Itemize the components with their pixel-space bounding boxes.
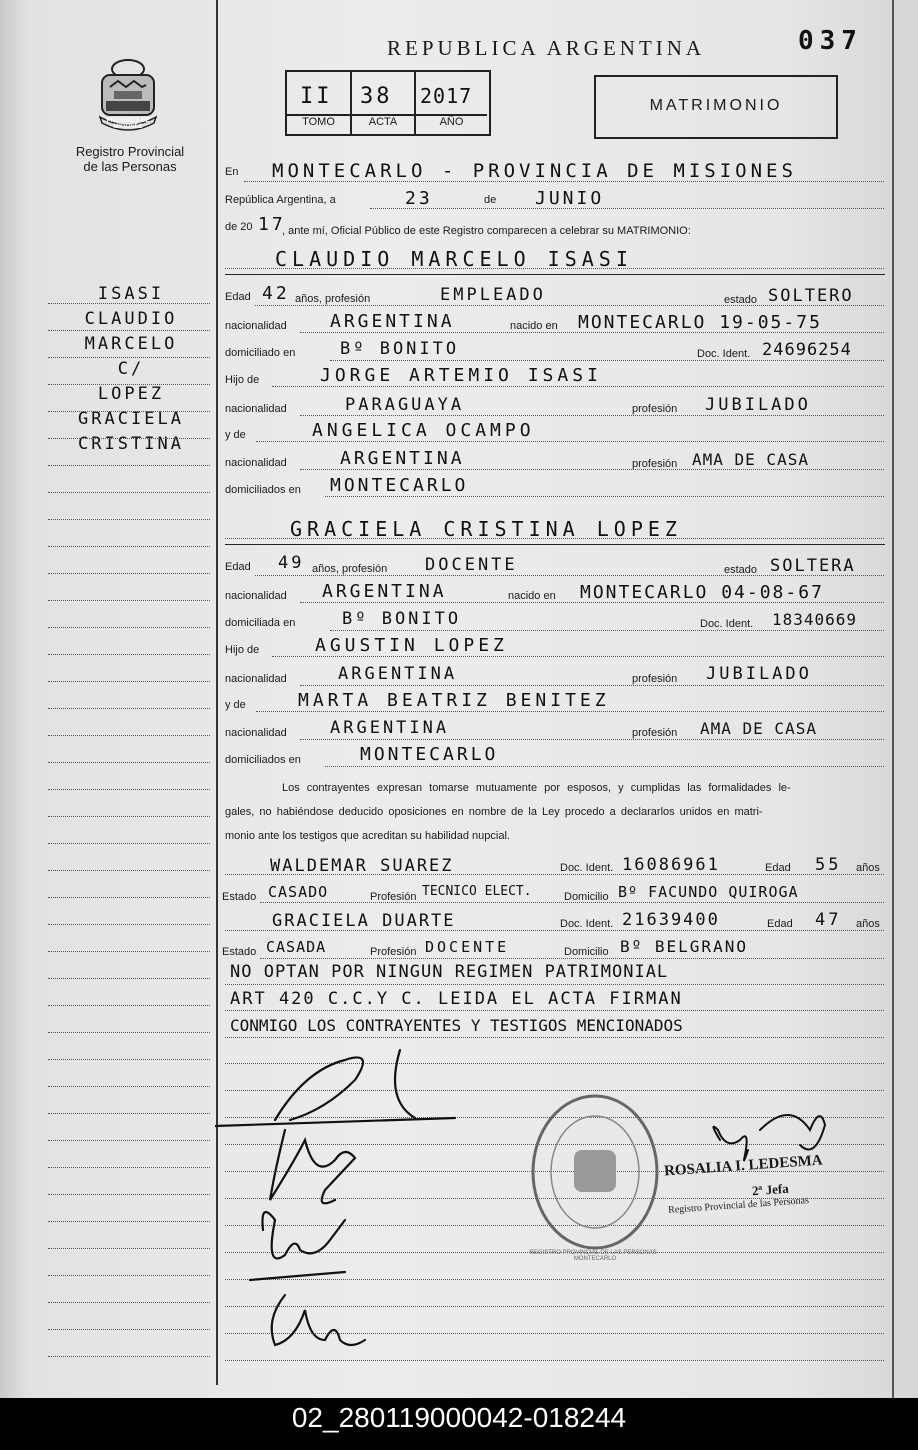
oficial-cargo: 2ª Jefa	[751, 1180, 790, 1199]
oficial-nombre: ROSALIA I. LEDESMA	[663, 1152, 824, 1180]
folio-number: 037	[798, 26, 863, 56]
margin-name: LOPEZ	[97, 384, 165, 404]
ano-dos-digitos: 17	[258, 214, 286, 235]
margin-rule	[48, 627, 210, 628]
contrayente2-nombre: GRACIELA CRISTINA LOPEZ	[290, 517, 682, 541]
testigo2-nombre: GRACIELA DUARTE	[272, 911, 456, 931]
margin-rule	[48, 1302, 210, 1303]
rule	[260, 902, 884, 903]
estado-label: estado	[724, 294, 758, 306]
t-edad-label: Edad	[765, 862, 791, 874]
rule	[225, 984, 884, 985]
rule	[256, 711, 884, 712]
signatures-graphic	[215, 1040, 475, 1380]
margin-name: CRISTINA	[78, 434, 184, 454]
dia-value: 23	[405, 188, 433, 209]
mes-value: JUNIO	[535, 188, 605, 209]
nac-label: nacionalidad	[225, 727, 287, 739]
formula-line3: monio ante los testigos que acreditan su habilidad nupcial.	[225, 830, 510, 842]
testigo1-domicilio: Bº FACUNDO QUIROGA	[618, 883, 799, 901]
rule	[225, 544, 885, 545]
republica-title: REPUBLICA ARGENTINA	[387, 36, 706, 60]
t-estado-label: Estado	[222, 946, 257, 958]
margin-rule	[48, 1140, 210, 1141]
nac-label: nacionalidad	[225, 320, 287, 332]
de20-label: de 20	[225, 221, 253, 233]
margin-rule	[48, 816, 210, 817]
margin-rule	[48, 1329, 210, 1330]
margin-names	[48, 284, 214, 459]
c1-edad: 42	[262, 283, 290, 304]
margin-rule	[48, 762, 210, 763]
nac-label: nacionalidad	[225, 457, 287, 469]
seal-caption: PROVINCIA DE MISIONES	[106, 118, 150, 130]
yde-label: y de	[225, 699, 246, 711]
margin-rule	[48, 1221, 210, 1222]
margin-rule	[48, 492, 210, 493]
rule	[300, 685, 884, 686]
margin-rule	[48, 1086, 210, 1087]
c2-nacido: MONTECARLO 04-08-67	[580, 582, 824, 603]
margin-rule	[48, 843, 210, 844]
margin-name: MARCELO	[84, 334, 178, 354]
c2-edad: 49	[278, 553, 305, 573]
c2-nacionalidad: ARGENTINA	[322, 581, 447, 602]
margin-name: ISASI	[97, 284, 165, 304]
margin-rule	[48, 411, 210, 412]
c1-domicilio-padres: MONTECARLO	[330, 475, 469, 496]
t-prof-label: Profesión	[370, 891, 417, 903]
prof-label: profesión	[632, 727, 678, 739]
doms-label: domiciliados en	[225, 754, 301, 766]
en-label: En	[225, 166, 239, 178]
rule	[225, 1037, 884, 1038]
rule	[330, 630, 884, 631]
rule	[325, 496, 884, 497]
margin-rule	[48, 357, 210, 358]
margin-rule	[48, 789, 210, 790]
testigo1-edad: 55	[815, 855, 842, 875]
formula-line2: gales, no habiéndose deducido oposiciones en nombre de la Ley procedo a declararlos unidos en matri-	[225, 806, 763, 818]
t-estado-label: Estado	[222, 891, 257, 903]
registro-line1: Registro Provincial	[75, 144, 185, 159]
margin-name: GRACIELA	[78, 409, 184, 429]
dom-label: domiciliado en	[225, 347, 296, 359]
c1-padre-nacionalidad: PARAGUAYA	[345, 395, 465, 415]
t-prof-label: Profesión	[370, 946, 417, 958]
margin-rule	[48, 330, 210, 331]
rule	[300, 415, 884, 416]
c2-madre-profesion: AMA DE CASA	[700, 719, 817, 738]
rule	[370, 208, 884, 209]
oficial-registro: Registro Provincial de las Personas	[667, 1195, 810, 1216]
margin-rule	[48, 519, 210, 520]
t-dom-label: Domicilio	[564, 891, 609, 903]
nac-label: nacionalidad	[225, 403, 287, 415]
acta-value: 38	[360, 84, 393, 109]
margin-rule	[48, 303, 210, 304]
c1-madre-profesion: AMA DE CASA	[692, 450, 809, 469]
formula-line1: Los contrayentes expresan tomarse mutuamente por esposos, y cumplidas las formalidades le-	[282, 782, 791, 794]
lugar-value: MONTECARLO - PROVINCIA DE MISIONES	[272, 160, 797, 182]
margin-name: CLAUDIO	[84, 309, 178, 329]
rule	[225, 274, 885, 275]
margin-rule	[48, 924, 210, 925]
intro-texto: , ante mí, Oficial Público de este Registro comparecen a celebrar su MATRIMONIO:	[282, 225, 691, 237]
ano-value: 2017	[420, 84, 473, 108]
testigo2-edad: 47	[815, 910, 842, 930]
margin-rule	[48, 1275, 210, 1276]
testigo2-doc: 21639400	[622, 910, 720, 930]
rule	[300, 739, 884, 740]
rule	[255, 305, 884, 306]
c2-padre-nacionalidad: ARGENTINA	[338, 664, 458, 684]
prof-label: profesión	[632, 673, 678, 685]
testigo2-profesion: DOCENTE	[425, 938, 510, 956]
rule	[300, 469, 884, 470]
margin-rule	[48, 1356, 210, 1357]
c1-madre-nacionalidad: ARGENTINA	[340, 448, 465, 469]
c2-profesion: DOCENTE	[425, 555, 518, 575]
margin-rule	[48, 573, 210, 574]
margin-rule	[48, 546, 210, 547]
acta-label: ACTA	[368, 116, 398, 128]
c2-madre: MARTA BEATRIZ BENITEZ	[298, 690, 610, 711]
right-margin-rule	[892, 0, 894, 1398]
edad-label: Edad	[225, 561, 251, 573]
c2-madre-nacionalidad: ARGENTINA	[330, 718, 450, 738]
testigo2-estado: CASADA	[266, 938, 327, 956]
yde-label: y de	[225, 429, 246, 441]
t-anos-label: años	[856, 862, 880, 874]
rule	[300, 602, 884, 603]
margin-rule	[48, 1113, 210, 1114]
c1-madre: ANGELICA OCAMPO	[312, 420, 535, 441]
t-edad-label: Edad	[767, 918, 793, 930]
margin-rule	[48, 870, 210, 871]
testigo1-estado: CASADO	[268, 883, 329, 901]
hijo-label: Hijo de	[225, 374, 260, 386]
testigo1-nombre: WALDEMAR SUAREZ	[270, 856, 454, 876]
margin-rule	[48, 438, 210, 439]
nac-label: nacionalidad	[225, 590, 287, 602]
margin-name: C/	[117, 359, 145, 379]
tipo-acta: MATRIMONIO	[649, 97, 783, 114]
t-dom-label: Domicilio	[564, 946, 609, 958]
registro-label	[40, 144, 220, 174]
margin-rule	[48, 951, 210, 952]
testigo1-profesion: TECNICO ELECT.	[422, 884, 532, 899]
nota-line: ART 420 C.C.Y C. LEIDA EL ACTA FIRMAN	[230, 989, 683, 1009]
c1-domicilio: Bº BONITO	[340, 339, 460, 359]
rule	[325, 766, 884, 767]
anos-prof-label: años, profesión	[295, 293, 371, 305]
registro-line2: de las Personas	[83, 159, 177, 174]
margin-rule	[48, 1059, 210, 1060]
margin-rule	[48, 654, 210, 655]
tomo-value: II	[300, 84, 333, 109]
margin-rule	[48, 1005, 210, 1006]
hijo-label: Hijo de	[225, 644, 260, 656]
nacido-label: nacido en	[510, 320, 558, 332]
prof-label: profesión	[632, 403, 678, 415]
margin-rule	[48, 1194, 210, 1195]
rule	[255, 575, 884, 576]
testigo1-doc: 16086961	[622, 855, 720, 875]
anos-prof-label: años, profesión	[312, 563, 388, 575]
t-anos-label: años	[856, 918, 880, 930]
c2-doc: 18340669	[772, 610, 858, 629]
t-doc-label: Doc. Ident.	[560, 918, 614, 930]
c1-nacionalidad: ARGENTINA	[330, 311, 455, 332]
republica-a-label: República Argentina, a	[225, 194, 336, 206]
c1-nacido: MONTECARLO 19-05-75	[578, 312, 822, 333]
rule	[260, 958, 884, 959]
rule	[330, 360, 884, 361]
tomo-label: TOMO	[302, 116, 335, 128]
rule	[225, 874, 884, 875]
rule	[225, 1010, 884, 1011]
c1-padre: JORGE ARTEMIO ISASI	[320, 365, 602, 386]
doc-label: Doc. Ident.	[700, 618, 754, 630]
contrayente1-nombre: CLAUDIO MARCELO ISASI	[275, 247, 633, 271]
ano-label: AÑO	[439, 116, 464, 128]
official-round-stamp-icon	[528, 1092, 662, 1252]
nota-line: NO OPTAN POR NINGUN REGIMEN PATRIMONIAL	[230, 962, 669, 982]
c2-padre-profesion: JUBILADO	[706, 664, 812, 684]
rule	[272, 656, 884, 657]
doc-label: Doc. Ident.	[697, 348, 751, 360]
c2-estado: SOLTERA	[770, 556, 856, 576]
prof-label: profesión	[632, 458, 678, 470]
rule	[300, 332, 884, 333]
margin-rule	[48, 897, 210, 898]
margin-rule	[48, 600, 210, 601]
rule	[256, 441, 884, 442]
file-id-footer: 02_280119000042-018244	[291, 1402, 627, 1433]
testigo2-domicilio: Bº BELGRANO	[620, 937, 748, 956]
c1-doc: 24696254	[762, 340, 852, 360]
c1-padre-profesion: JUBILADO	[705, 395, 811, 415]
margin-rule	[48, 978, 210, 979]
edad-label: Edad	[225, 291, 251, 303]
margin-rule	[48, 1032, 210, 1033]
margin-rule	[48, 708, 210, 709]
c1-profesion: EMPLEADO	[440, 285, 546, 305]
nac-label: nacionalidad	[225, 673, 287, 685]
nacido-label: nacido en	[508, 590, 556, 602]
rule	[225, 930, 884, 931]
margin-rule	[48, 1167, 210, 1168]
c2-domicilio: Bº BONITO	[342, 609, 462, 629]
c2-padre: AGUSTIN LOPEZ	[315, 635, 508, 656]
margin-rule	[48, 735, 210, 736]
rule	[272, 386, 884, 387]
estado-label: estado	[724, 564, 758, 576]
doms-label: domiciliados en	[225, 484, 301, 496]
stamp-caption: REGISTRO PROVINCIAL DE LAS PERSONAS - MONTECARLO	[529, 1250, 661, 1262]
de-label: de	[484, 194, 497, 206]
c2-domicilio-padres: MONTECARLO	[360, 744, 499, 765]
margin-rule	[48, 1248, 210, 1249]
margin-rule	[48, 681, 210, 682]
t-doc-label: Doc. Ident.	[560, 862, 614, 874]
margin-rule	[48, 384, 210, 385]
dom-label: domiciliada en	[225, 617, 296, 629]
margin-rule	[48, 465, 210, 466]
nota-line: CONMIGO LOS CONTRAYENTES Y TESTIGOS MENCIONADOS	[230, 1016, 683, 1035]
c1-estado: SOLTERO	[768, 286, 854, 306]
